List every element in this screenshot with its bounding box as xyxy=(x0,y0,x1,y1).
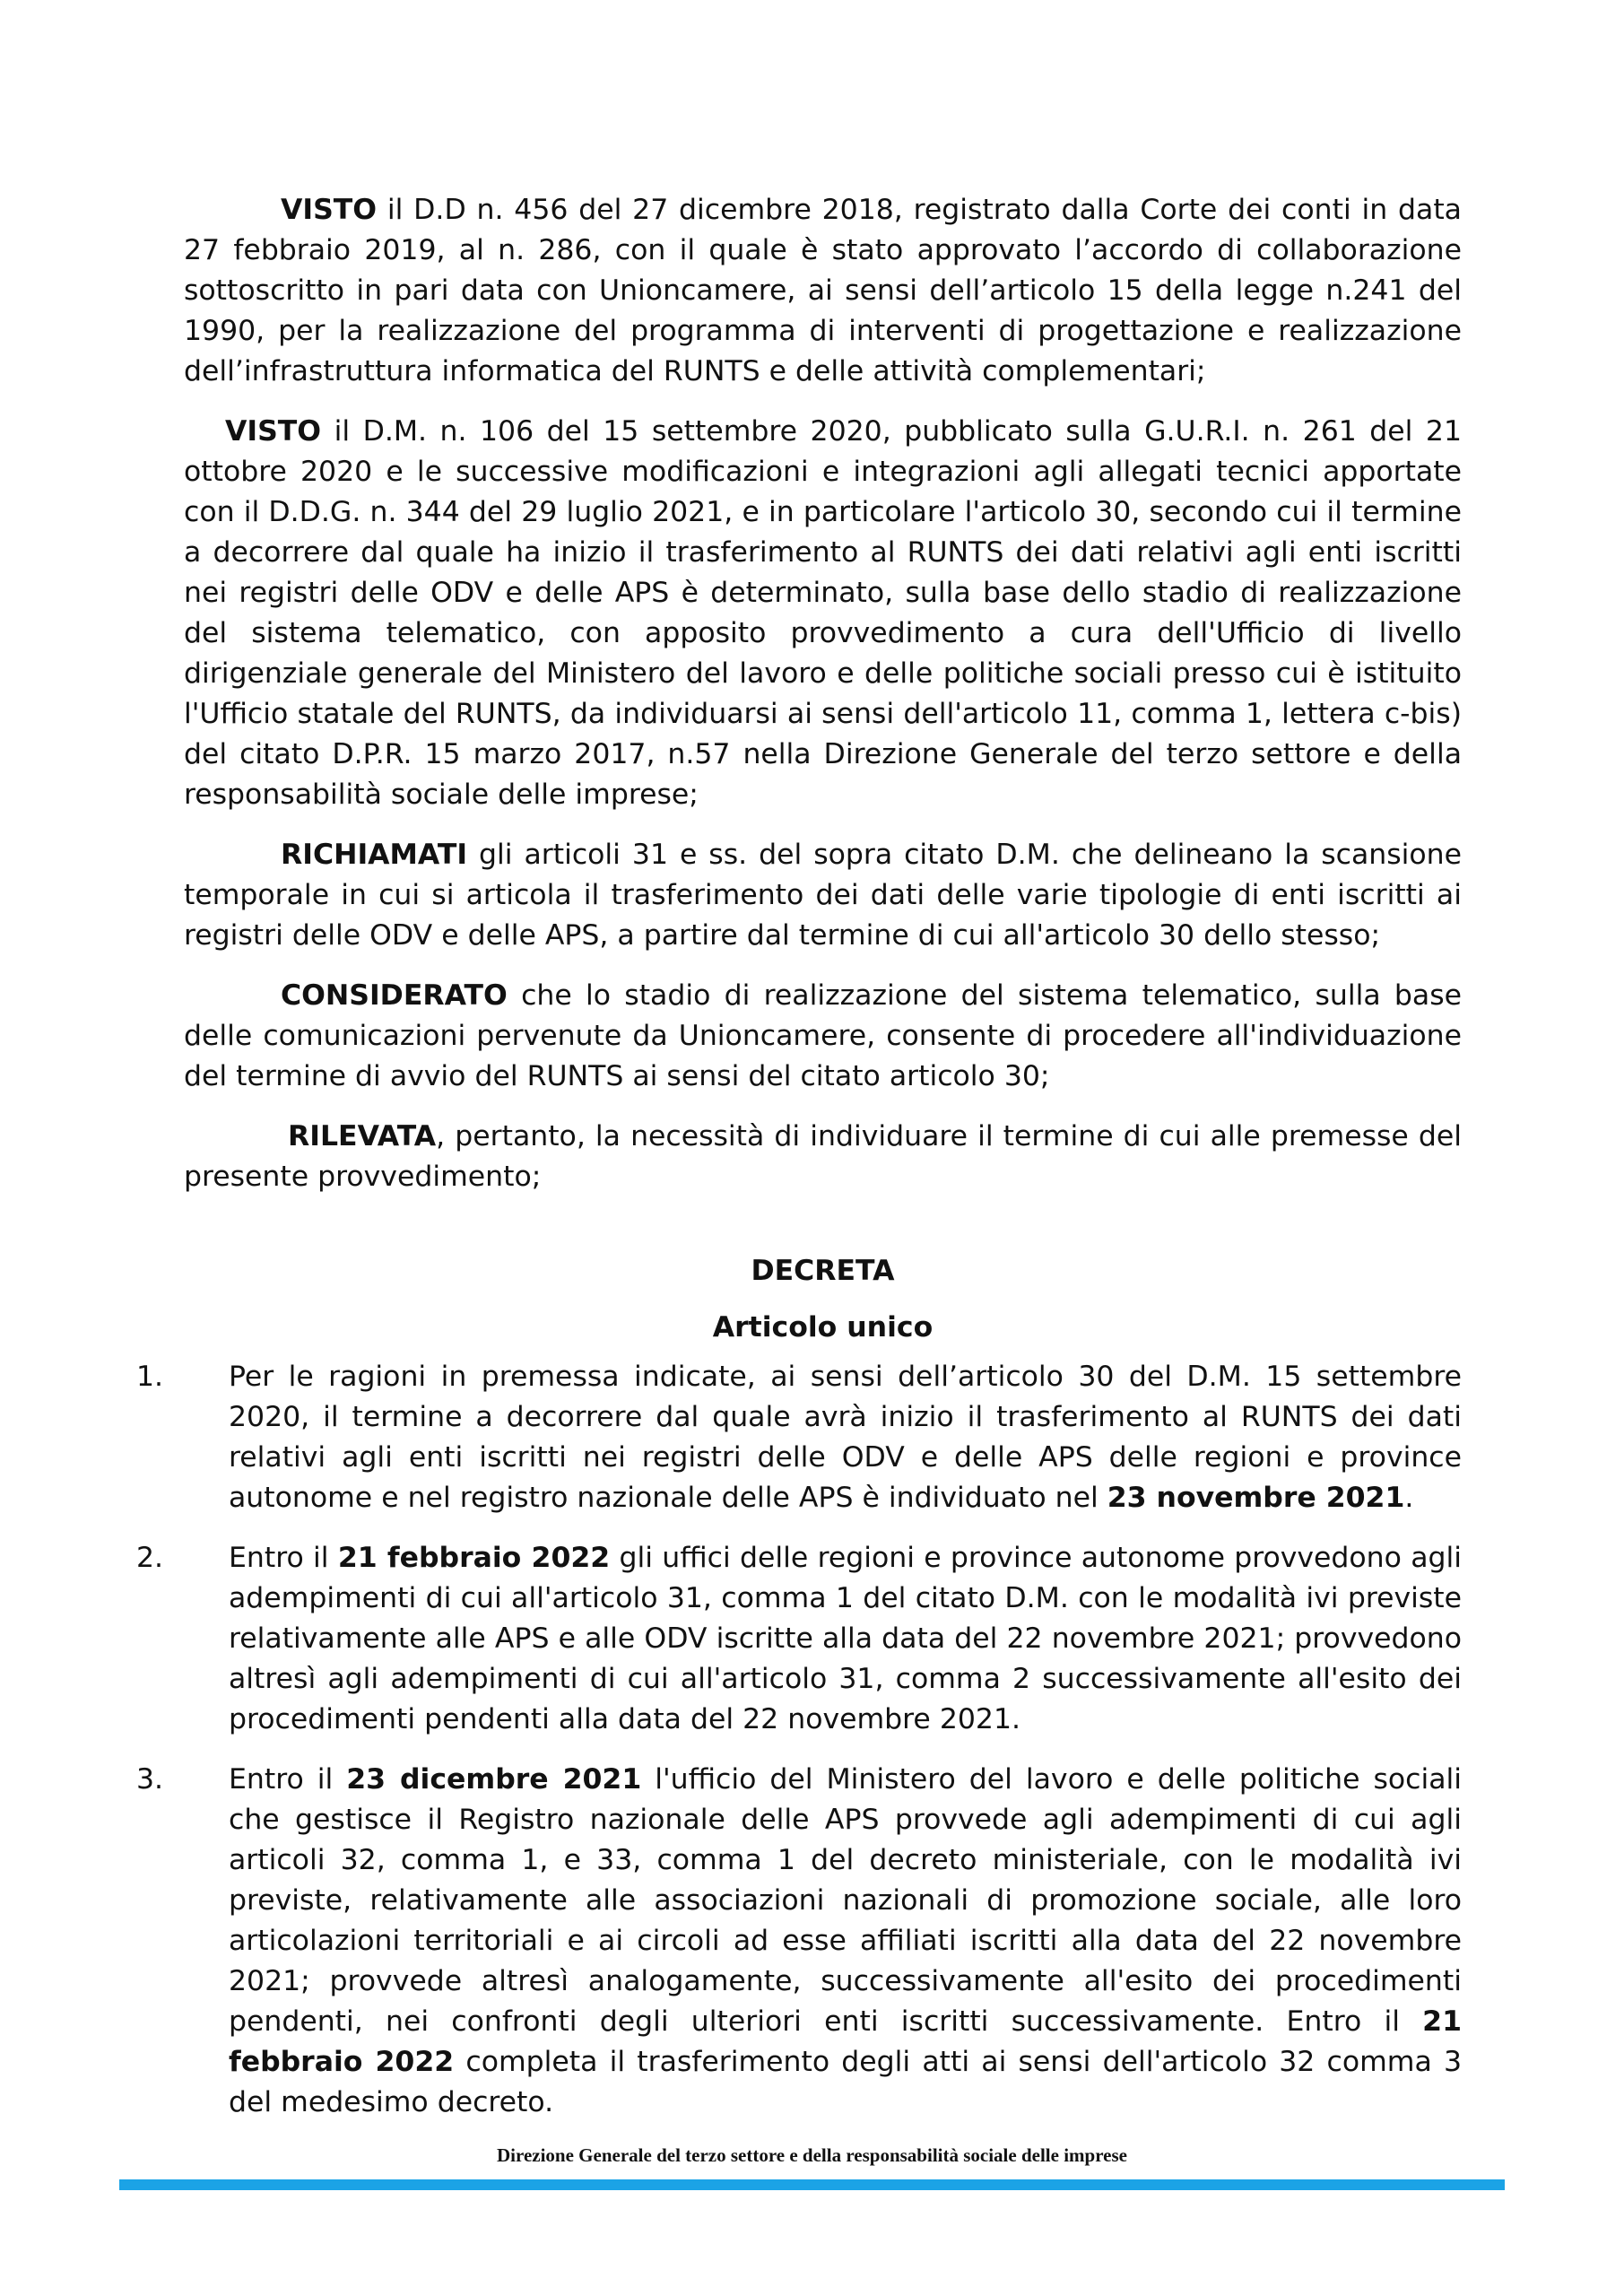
premise-text: il D.M. n. 106 del 15 settembre 2020, pubblicato sulla G.U.R.I. n. 261 del 21 ottobre 2020 e le successive modificazioni e integrazioni agli allegati tecnici apportate con il D.D.G. n. 344 del 29 luglio 2021, e in particolare l'articolo 30, secondo cui il termine a decorrere dal quale ha inizio il trasferimento al RUNTS dei dati relativi agli enti iscritti nei registri delle ODV e delle APS è determinato, sulla base dello stadio di realizzazione del sistema telematico, con apposito provvedimento a cura dell'Ufficio di livello dirigenziale generale del Ministero del lavoro e delle politiche sociali presso cui è istituito l'Ufficio statale del RUNTS, da individuarsi ai sensi dell'articolo 11, comma 1, lettera c-bis) del citato D.P.R. 15 marzo 2017, n.57 nella Direzione Generale del terzo settore e della responsabilità sociale delle imprese; xyxy=(184,415,1462,811)
premise-paragraph xyxy=(184,835,1462,956)
premise-text: , pertanto, la necessità di individuare il termine di cui alle premesse del presente provvedimento; xyxy=(184,1120,1462,1193)
premise-paragraph xyxy=(184,412,1462,815)
premise-paragraph xyxy=(184,190,1462,392)
list-item xyxy=(136,1357,1462,1518)
item-date: 21 febbraio 2022 xyxy=(337,1542,611,1574)
premise-lead: RILEVATA xyxy=(288,1120,437,1152)
premise-text: gli articoli 31 e ss. del sopra citato D.M. che delineano la scansione temporale in cui si articola il trasferimento dei dati delle varie tipologie di enti iscritti ai registri delle ODV e delle APS, a partire dal termine di cui all'articolo 30 dello stesso; xyxy=(184,839,1462,952)
premise-lead: VISTO xyxy=(281,194,378,226)
item-date: 23 dicembre 2021 xyxy=(346,1763,642,1796)
item-text: Entro il xyxy=(229,1763,347,1796)
item-text: gli uffici delle regioni e province autonome provvedono agli adempimenti di cui all'articolo 31, comma 1 del citato D.M. con le modalità ivi previste relativamente alle APS e alle ODV iscritte alla data del 22 novembre 2021; provvedono altresì agli adempimenti di cui all'articolo 31, comma 2 successivamente all'esito dei procedimenti pendenti alla data del 22 novembre 2021. xyxy=(229,1542,1462,1735)
item-text: Per le ragioni in premessa indicate, ai sensi dell’articolo 30 del D.M. 15 settembre 2020, il termine a decorrere dal quale avrà inizio il trasferimento al RUNTS dei dati relativi agli enti iscritti nei registri delle ODV e delle APS delle regioni e province autonome e nel registro nazionale delle APS è individuato nel xyxy=(229,1361,1462,1514)
decreta-heading: DECRETA xyxy=(751,1255,895,1287)
list-number: 2. xyxy=(136,1542,164,1574)
premise-lead: CONSIDERATO xyxy=(281,979,508,1012)
list-number: 3. xyxy=(136,1763,164,1796)
document-body xyxy=(136,190,1463,2143)
premise-paragraph xyxy=(184,1117,1462,1197)
premise-paragraph xyxy=(184,976,1462,1097)
footer-bar xyxy=(119,2179,1505,2190)
premise-lead: VISTO xyxy=(225,415,322,448)
footer-text: Direzione Generale del terzo settore e della responsabilità sociale delle imprese xyxy=(497,2144,1127,2166)
item-date: 23 novembre 2021 xyxy=(1107,1482,1405,1514)
list-number: 1. xyxy=(136,1361,164,1393)
article-heading: Articolo unico xyxy=(712,1311,934,1344)
list-item xyxy=(136,1538,1462,1740)
list-item xyxy=(136,1760,1463,2123)
item-text: completa il trasferimento degli atti ai sensi dell'articolo 32 comma 3 del medesimo decreto. xyxy=(229,2046,1462,2118)
item-date: 21 febbraio 2022 xyxy=(229,2005,1462,2078)
premise-text: che lo stadio di realizzazione del sistema telematico, sulla base delle comunicazioni pervenute da Unioncamere, consente di procedere all'individuazione del termine di avvio del RUNTS ai sensi del citato articolo 30; xyxy=(184,979,1462,1092)
item-text: l'ufficio del Ministero del lavoro e delle politiche sociali che gestisce il Registro nazionale delle APS provvede agli adempimenti di cui agli articoli 32, comma 1, e 33, comma 1 del decreto ministeriale, con le modalità ivi previste, relativamente alle associazioni nazionali di promozione sociale, alle loro articolazioni territoriali e ai circoli ad esse affiliati iscritti alla data del 22 novembre 2021; provvede altresì analogamente, successivamente all'esito dei procedimenti pendenti, nei confronti degli ulteriori enti iscritti successivamente. Entro il xyxy=(229,1763,1463,2038)
article-list xyxy=(136,1357,1463,2123)
premise-text: il D.D n. 456 del 27 dicembre 2018, registrato dalla Corte dei conti in data 27 febbraio 2019, al n. 286, con il quale è stato approvato l’accordo di collaborazione sottoscritto in pari data con Unioncamere, ai sensi dell’articolo 15 della legge n.241 del 1990, per la realizzazione del programma di interventi di progettazione e realizzazione dell’infrastruttura informatica del RUNTS e delle attività complementari; xyxy=(184,194,1462,387)
item-text: . xyxy=(1404,1482,1414,1514)
item-text: Entro il xyxy=(229,1542,338,1574)
premise-lead: RICHIAMATI xyxy=(281,839,468,871)
